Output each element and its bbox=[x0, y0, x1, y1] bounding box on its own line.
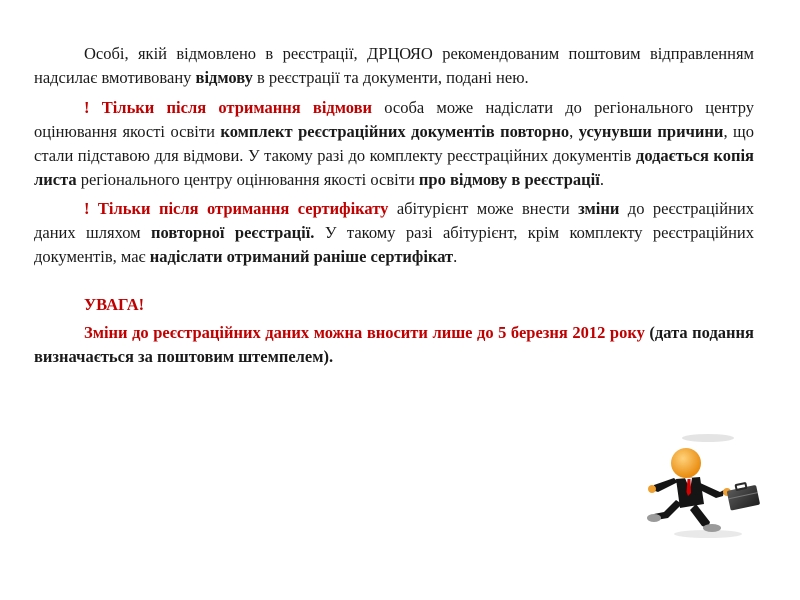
bold-text: повторної реєстрації. bbox=[151, 223, 315, 242]
text: в реєстрації та документи, подані нею. bbox=[252, 68, 529, 87]
text: , bbox=[569, 122, 579, 141]
bold-text: усунувши причини bbox=[578, 122, 724, 141]
warning-title bbox=[34, 293, 754, 317]
bold-text: про відмову в реєстрації bbox=[418, 170, 600, 189]
bold-text: додається копія листа bbox=[34, 146, 754, 189]
back-arm bbox=[652, 478, 678, 492]
bold-text: відмову bbox=[195, 68, 253, 87]
briefcase-icon bbox=[726, 481, 760, 511]
warning-paragraph bbox=[34, 321, 754, 369]
bold-text: комплект реєстраційних документів повторно bbox=[220, 122, 570, 141]
warning-title-text: УВАГА! bbox=[84, 295, 145, 314]
bold-text: надіслати отриманий раніше сертифікат bbox=[149, 247, 454, 266]
back-shoe bbox=[647, 514, 661, 522]
red-highlight: ! Тільки після отримання сертифікату bbox=[84, 199, 389, 218]
text: , що стали підставою для відмови. У такому разі до комплекту реєстраційних документів bbox=[34, 122, 755, 165]
front-shoe bbox=[703, 524, 721, 532]
text: регіонального центру оцінювання якості освіти bbox=[76, 170, 419, 189]
back-hand bbox=[648, 485, 656, 493]
warning-deadline: Зміни до реєстраційних даних можна вносити лише до 5 березня 2012 року bbox=[84, 323, 645, 342]
text: . bbox=[453, 247, 458, 266]
warning-note: (дата подання визначається за поштовим штемпелем). bbox=[34, 323, 754, 366]
front-leg bbox=[690, 504, 710, 528]
paragraph-refusal bbox=[34, 42, 754, 90]
text: абітурієнт може внести bbox=[388, 199, 579, 218]
slide-text bbox=[34, 42, 754, 369]
head bbox=[671, 448, 701, 478]
text: У такому разі абітурієнт, крім комплекту реєстраційних документів, має bbox=[34, 223, 754, 266]
bold-text: зміни bbox=[578, 199, 620, 218]
shadow bbox=[682, 434, 734, 442]
text: до реєстраційних даних шляхом bbox=[34, 199, 755, 242]
text: Особі, якій відмовлено в реєстрації, ДРЦОЯО рекомендованим поштовим відправленням надсилає вмотивовану bbox=[34, 44, 754, 87]
paragraph-after-refusal bbox=[34, 96, 754, 192]
paragraph-after-certificate bbox=[34, 197, 754, 269]
running-businessman-with-briefcase-icon bbox=[628, 430, 788, 540]
red-highlight: ! Тільки після отримання відмови bbox=[84, 98, 373, 117]
text: . bbox=[599, 170, 604, 189]
text: особа може надіслати до регіонального центру оцінювання якості освіти bbox=[34, 98, 754, 141]
